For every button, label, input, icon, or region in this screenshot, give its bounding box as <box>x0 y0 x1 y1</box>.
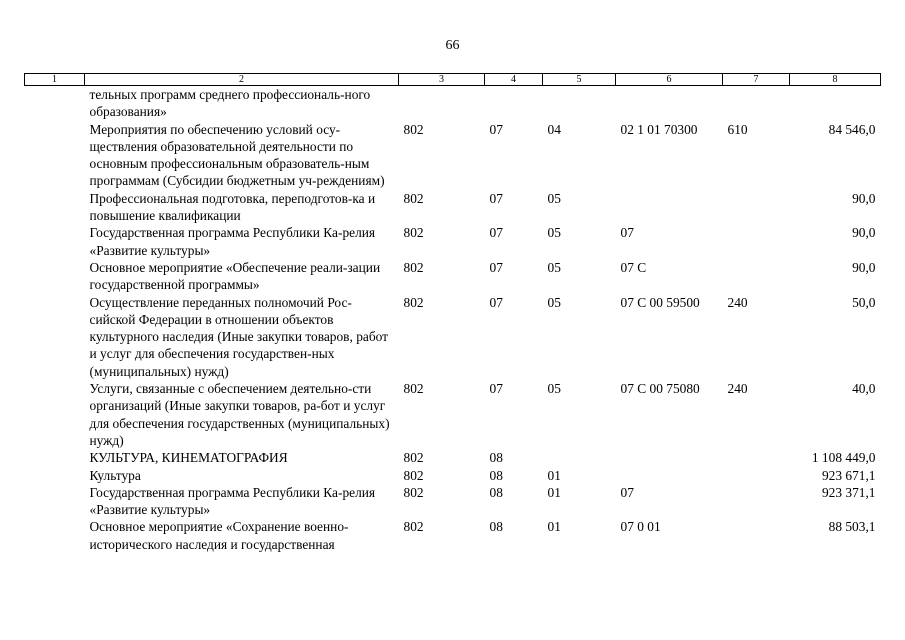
target-article-code: 02 1 01 70300 <box>620 121 698 137</box>
page-number: 66 <box>445 38 460 53</box>
subsection-code: 01 <box>547 467 561 483</box>
item-name: Мероприятия по обеспечению условий осу-ществления образовательной деятельности по основным профессиональным образователь-ным программам (Субсидии бюджетным уч-реждениям) <box>89 121 385 189</box>
row-number-cell <box>25 224 85 259</box>
item-name: Услуги, связанные с обеспечением деятельно-сти организаций (Иные закупки товаров, ра-бот и услуг для обеспечения государственных (муниципальных) нужд) <box>89 381 390 448</box>
expense-type-code <box>723 484 790 519</box>
amount: 84 546,0 <box>828 121 876 137</box>
section-code: 08 <box>489 450 503 466</box>
target-article-code <box>616 467 723 484</box>
table-row <box>25 294 881 380</box>
target-article-code: 07 0 01 <box>620 519 661 535</box>
row-number-cell <box>25 518 85 553</box>
ministry-code: 802 <box>403 450 424 466</box>
item-name: КУЛЬТУРА, КИНЕМАТОГРАФИЯ <box>89 450 288 466</box>
target-article-code <box>616 86 723 121</box>
item-name: Основное мероприятие «Сохранение военно-исторического наследия и государственная <box>89 519 349 552</box>
subsection-code <box>543 449 616 466</box>
table-row <box>25 518 881 553</box>
ministry-code: 802 <box>403 121 424 137</box>
expense-type-code <box>723 259 790 294</box>
subsection-code <box>543 86 616 121</box>
amount: 50,0 <box>852 294 876 310</box>
amount: 90,0 <box>852 259 876 275</box>
ministry-code: 802 <box>403 381 424 397</box>
target-article-code: 07 С <box>620 259 647 275</box>
section-code <box>485 86 543 121</box>
row-number-cell <box>25 294 85 380</box>
item-name: Основное мероприятие «Обеспечение реали-зации государственной программы» <box>89 259 381 293</box>
expense-type-code <box>723 518 790 553</box>
section-code: 07 <box>489 190 503 206</box>
ministry-code: 802 <box>403 294 424 310</box>
target-article-code: 07 С 00 75080 <box>620 381 700 397</box>
amount <box>790 86 881 121</box>
column-header: 1 <box>25 74 85 86</box>
ministry-code: 802 <box>403 484 424 500</box>
table-row <box>25 224 881 259</box>
target-article-code: 07 <box>620 484 634 500</box>
section-code: 07 <box>489 381 503 397</box>
column-header: 2 <box>85 74 399 86</box>
column-header: 5 <box>543 74 616 86</box>
budget-table <box>24 73 881 553</box>
section-code: 07 <box>489 121 503 137</box>
expense-type-code: 610 <box>727 121 748 137</box>
expense-type-code <box>723 224 790 259</box>
subsection-code: 05 <box>547 225 561 241</box>
section-code: 07 <box>489 259 503 275</box>
target-article-code <box>616 190 723 225</box>
amount: 1 108 449,0 <box>811 450 876 466</box>
column-header: 7 <box>723 74 790 86</box>
subsection-code: 04 <box>547 121 561 137</box>
item-name: Профессиональная подготовка, переподготов-ка и повышение квалификации <box>89 190 376 224</box>
table-row <box>25 484 881 519</box>
ministry-code: 802 <box>403 519 424 535</box>
amount: 90,0 <box>852 190 876 206</box>
target-article-code: 07 С 00 59500 <box>620 294 700 310</box>
expense-type-code: 240 <box>727 294 748 310</box>
ministry-code: 802 <box>403 467 424 483</box>
column-number-header-row <box>25 74 881 86</box>
column-header: 8 <box>790 74 881 86</box>
subsection-code: 05 <box>547 294 561 310</box>
section-code: 08 <box>489 467 503 483</box>
column-header: 6 <box>616 74 723 86</box>
row-number-cell <box>25 259 85 294</box>
section-code: 07 <box>489 294 503 310</box>
section-code: 07 <box>489 225 503 241</box>
row-number-cell <box>25 121 85 190</box>
subsection-code: 01 <box>547 519 561 535</box>
amount: 88 503,1 <box>828 519 876 535</box>
item-name: Государственная программа Республики Ка-релия «Развитие культуры» <box>89 225 376 258</box>
table-row <box>25 380 881 449</box>
row-number-cell <box>25 86 85 121</box>
row-number-cell <box>25 449 85 466</box>
expense-type-code <box>723 467 790 484</box>
ministry-code: 802 <box>403 225 424 241</box>
expense-type-code <box>723 86 790 121</box>
subsection-code: 05 <box>547 381 561 397</box>
amount: 923 671,1 <box>821 467 876 483</box>
ministry-code: 802 <box>403 190 424 206</box>
amount: 90,0 <box>852 225 876 241</box>
row-number-cell <box>25 484 85 519</box>
item-name: тельных программ среднего профессиональ-ного образования» <box>89 87 371 120</box>
column-header: 3 <box>399 74 485 86</box>
table-row <box>25 259 881 294</box>
subsection-code: 05 <box>547 259 561 275</box>
section-code: 08 <box>489 484 503 500</box>
table-row <box>25 449 881 466</box>
table-row <box>25 121 881 190</box>
ministry-code <box>399 86 485 121</box>
section-code: 08 <box>489 519 503 535</box>
table-row <box>25 86 881 121</box>
subsection-code: 05 <box>547 190 561 206</box>
item-name: Осуществление переданных полномочий Рос-сийской Федерации в отношении объектов культурного наследия (Иные закупки товаров, работ и услуг для обеспечения государствен-ных (муниципальных) нужд) <box>89 294 389 379</box>
table-row <box>25 467 881 484</box>
expense-type-code <box>723 190 790 225</box>
item-name: Государственная программа Республики Ка-релия «Развитие культуры» <box>89 484 376 518</box>
row-number-cell <box>25 380 85 449</box>
expense-type-code: 240 <box>727 381 748 397</box>
expense-type-code <box>723 449 790 466</box>
target-article-code <box>616 449 723 466</box>
item-name: Культура <box>89 467 141 483</box>
row-number-cell <box>25 190 85 225</box>
target-article-code: 07 <box>620 225 634 241</box>
subsection-code: 01 <box>547 484 561 500</box>
row-number-cell <box>25 467 85 484</box>
amount: 923 371,1 <box>821 484 876 500</box>
ministry-code: 802 <box>403 259 424 275</box>
column-header: 4 <box>485 74 543 86</box>
table-row <box>25 190 881 225</box>
amount: 40,0 <box>852 381 876 397</box>
